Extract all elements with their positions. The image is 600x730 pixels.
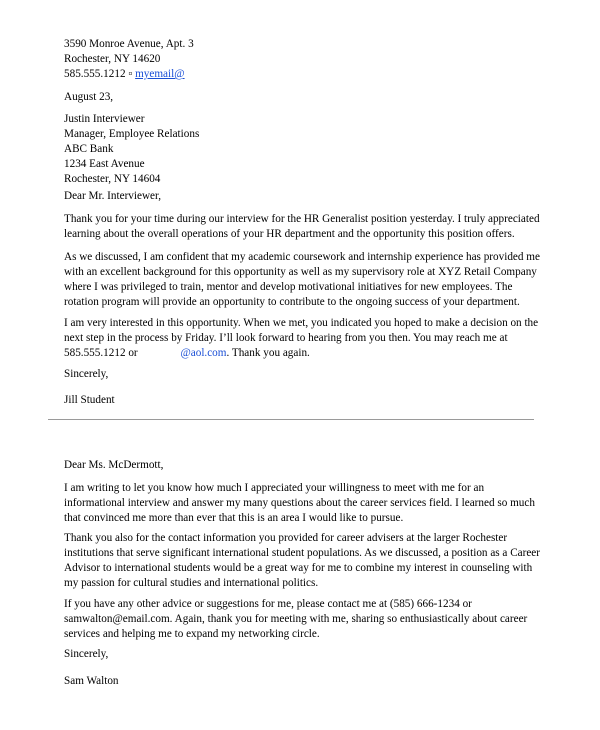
signature-2 [64,674,544,689]
letter2-paragraph-3 [64,597,544,642]
sender-email-link[interactable]: myemail@ [135,68,185,80]
text-line: institutions that serve significant international student populations. As we discussed, a position as a Career [64,547,541,559]
sender-phone: 585.555.1212 [64,68,126,80]
salutation-2 [64,458,544,473]
recipient-line: Manager, Employee Relations [64,128,200,140]
contact-phone: 585.555.1212 or [64,347,138,359]
sender-street: 3590 Monroe Avenue, Apt. 3 [64,38,194,50]
text-line: services and helping me to expand my networking circle. [64,628,320,640]
recipient-line: 1234 East Avenue [64,158,145,170]
recipient-line: ABC Bank [64,143,114,155]
text-line: I am writing to let you know how much I appreciated your willingness to meet with me for an [64,482,485,494]
text-line: learning about the overall operations of your HR department and the opportunity this position offers. [64,228,515,240]
recipient-line: Justin Interviewer [64,113,145,125]
letter1-paragraph-3 [64,316,544,361]
text-line: samwalton@email.com. Again, thank you for meeting with me, sharing so enthusiastically about career [64,613,528,625]
separator-glyph: ▫ [128,68,133,80]
sender-contact [64,67,544,82]
contact-line [64,346,544,361]
date-text: August 23, [64,91,114,103]
recipient-address [64,112,544,187]
text-line: that convinced me more than ever that this is an area I would like to pursue. [64,512,404,524]
closing-1 [64,367,544,382]
salutation-text: Dear Ms. McDermott, [64,459,164,471]
closing-text: Sincerely, [64,648,109,660]
sender-city: Rochester, NY 14620 [64,53,161,65]
text-line: As we discussed, I am confident that my academic coursework and internship experience has provided me [64,251,540,263]
text-line: I am very interested in this opportunity. When we met, you indicated you hoped to make a decision on the [64,317,539,329]
closing-2 [64,647,544,662]
letter-date [64,90,544,105]
closing-text: Sincerely, [64,368,109,380]
letter-divider [48,419,534,420]
letter2-paragraph-1 [64,481,544,526]
text-line: with an excellent background for this opportunity as well as my supervisory role at XYZ Retail Company [64,266,537,278]
text-line: informational interview and answer my many questions about the career services field. I learned so much [64,497,535,509]
text-line: next step in the process by Friday. I’ll look forward to hearing from you then. You may reach me at [64,332,508,344]
contact-email[interactable]: @aol.com [180,347,227,359]
recipient-line: Rochester, NY 14604 [64,173,161,185]
text-line: my passion for cultural studies and international politics. [64,577,319,589]
letter1-paragraph-2 [64,250,544,310]
letter1-paragraph-1 [64,212,544,242]
text-line: rotation program will provide an opportunity to contribute to the ongoing success of your department. [64,296,520,308]
letter2-paragraph-2 [64,531,544,591]
contact-rest: . Thank you again. [226,347,310,359]
signature-text: Sam Walton [64,675,119,687]
text-line: Thank you for your time during our interview for the HR Generalist position yesterday. I truly appreciated [64,213,540,225]
text-line: If you have any other advice or suggestions for me, please contact me at (585) 666-1234 or [64,598,472,610]
text-line: Thank you also for the contact information you provided for career advisers at the larger Rochester [64,532,508,544]
text-line: Advisor to international students would be a great way for me to combine my interest in counseling with [64,562,533,574]
signature-1 [64,393,544,408]
sender-address [64,37,544,82]
salutation-text: Dear Mr. Interviewer, [64,190,162,202]
text-line: where I was privileged to train, mentor and develop motivational initiatives for new employees. The [64,281,513,293]
salutation-1 [64,189,544,204]
signature-text: Jill Student [64,394,115,406]
